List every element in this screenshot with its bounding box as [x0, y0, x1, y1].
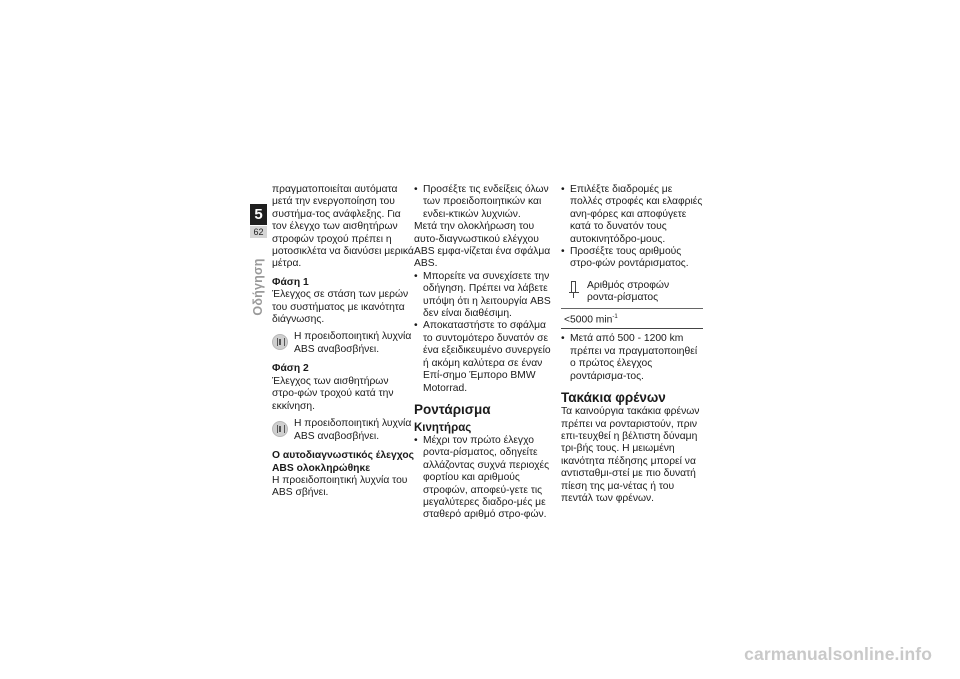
- list-item: • Μέχρι τον πρώτο έλεγχο ροντα-ρίσματος, οδηγείτε αλλάζοντας συχνά περιοχές φορτίου και αριθμούς στροφών, αποφεύ-γετε τις μεγαλύτερες διαδρο-μές με σταθερό αριθμό στρο-φών.: [414, 435, 557, 522]
- phase2-text: Έλεγχος των αισθητήρων στρο-φών τροχού κατά την εκκίνηση.: [272, 375, 394, 412]
- brake-pads-text: Τα καινούργια τακάκια φρένων πρέπει να ρονταριστούν, πριν επι-τευχθεί η βέλτιστη δύναμη τρι-βής τους. Η μειωμένη ικανότητα πέδησης μπορεί να αντισταθμι-στεί με πιο δυνατή πίεση της μα-νέτας ή του πεντάλ των φρένων.: [561, 406, 700, 504]
- selfdiag-heading: Ο αυτοδιαγνωστικός έλεγχος ABS ολοκληρώθηκε: [272, 450, 414, 474]
- phase2-note: [272, 418, 414, 444]
- spec-value: [561, 309, 703, 329]
- warning-lamp-icon: [272, 334, 288, 350]
- running-in-speed-spec: [561, 277, 703, 330]
- spec-title: Αριθμός στροφών ροντα-ρίσματος: [587, 279, 670, 304]
- list-item: • Μπορείτε να συνεχίσετε την οδήγηση. Πρέπει να λάβετε υπόψη ότι η λειτουργία ABS δεν είναι διαθέσιμη.: [414, 271, 557, 321]
- watermark: carmanualsonline.info: [744, 644, 932, 664]
- chapter-tab: [250, 204, 267, 238]
- spec-exponent: -1: [612, 313, 618, 320]
- list-item: • Αποκαταστήστε το σφάλμα το συντομότερο δυνατόν σε ένα εξειδικευμένο συνεργείο ή ακόμη καλύτερα σε έναν Επί-σημο Έμπορο BMW Motorrad.: [414, 320, 557, 394]
- chapter-side-label: [246, 246, 270, 328]
- phase1-note: [272, 331, 414, 357]
- chapter-number: 5: [250, 204, 267, 225]
- page-number: 62: [250, 226, 267, 238]
- list-item: • Προσέξτε τις ενδείξεις όλων των προειδοποιητικών και ενδει-κτικών λυχνιών.: [414, 184, 557, 221]
- list-item: • Επιλέξτε διαδρομές με πολλές στροφές και ελαφριές ανη-φόρες και αποφύγετε κατά το δυνατόν τους αυτοκινητόδρο-μους.: [561, 184, 703, 246]
- chapter-title: Οδήγηση: [251, 258, 265, 316]
- phase1-note-text: Η προειδοποιητική λυχνία ABS αναβοσβήνει.: [294, 331, 412, 355]
- engine-subheading: Κινητήρας: [414, 421, 472, 434]
- spec-header: [561, 277, 703, 309]
- phase1-heading: Φάση 1: [272, 276, 309, 288]
- selfdiag-text: Η προειδοποιητική λυχνία του ABS σβήνει.: [272, 474, 408, 499]
- brake-pads-heading: Τακάκια φρένων: [561, 390, 666, 406]
- abs-error-text: Μετά την ολοκλήρωση του αυτο-διαγνωστικού ελέγχου ABS εμφα-νίζεται ένα σφάλμα ABS.: [414, 221, 551, 270]
- engine-speed-icon: [569, 281, 579, 299]
- phase2-heading: Φάση 2: [272, 363, 309, 375]
- phase1-text: Έλεγχος σε στάση των μερών του συστήματος με ικανότητα διάγνωσης.: [272, 289, 409, 326]
- phase2-note-text: Η προειδοποιητική λυχνία ABS αναβοσβήνει.: [294, 418, 412, 442]
- column-3: [561, 184, 703, 505]
- column-2: [414, 184, 557, 522]
- warning-lamp-icon: [272, 421, 288, 437]
- spec-value-text: <5000 min: [564, 314, 613, 326]
- running-in-heading: Ροντάρισμα: [414, 401, 491, 417]
- column-1: [272, 184, 414, 500]
- intro-paragraph: πραγματοποιείται αυτόματα μετά την ενεργοποίηση του συστήμα-τος ανάφλεξης. Για τον έλεγχο των αισθητήρων στροφών τροχού πρέπει η μοτοσικλέτα να διανύσει μερικά μέτρα.: [272, 184, 414, 270]
- list-item: • Προσέξτε τους αριθμούς στρο-φών ροντάρισματος.: [561, 246, 703, 271]
- list-item: • Μετά από 500 - 1200 km πρέπει να πραγματοποιηθεί ο πρώτος έλεγχος ροντάρισμα-τος.: [561, 333, 703, 383]
